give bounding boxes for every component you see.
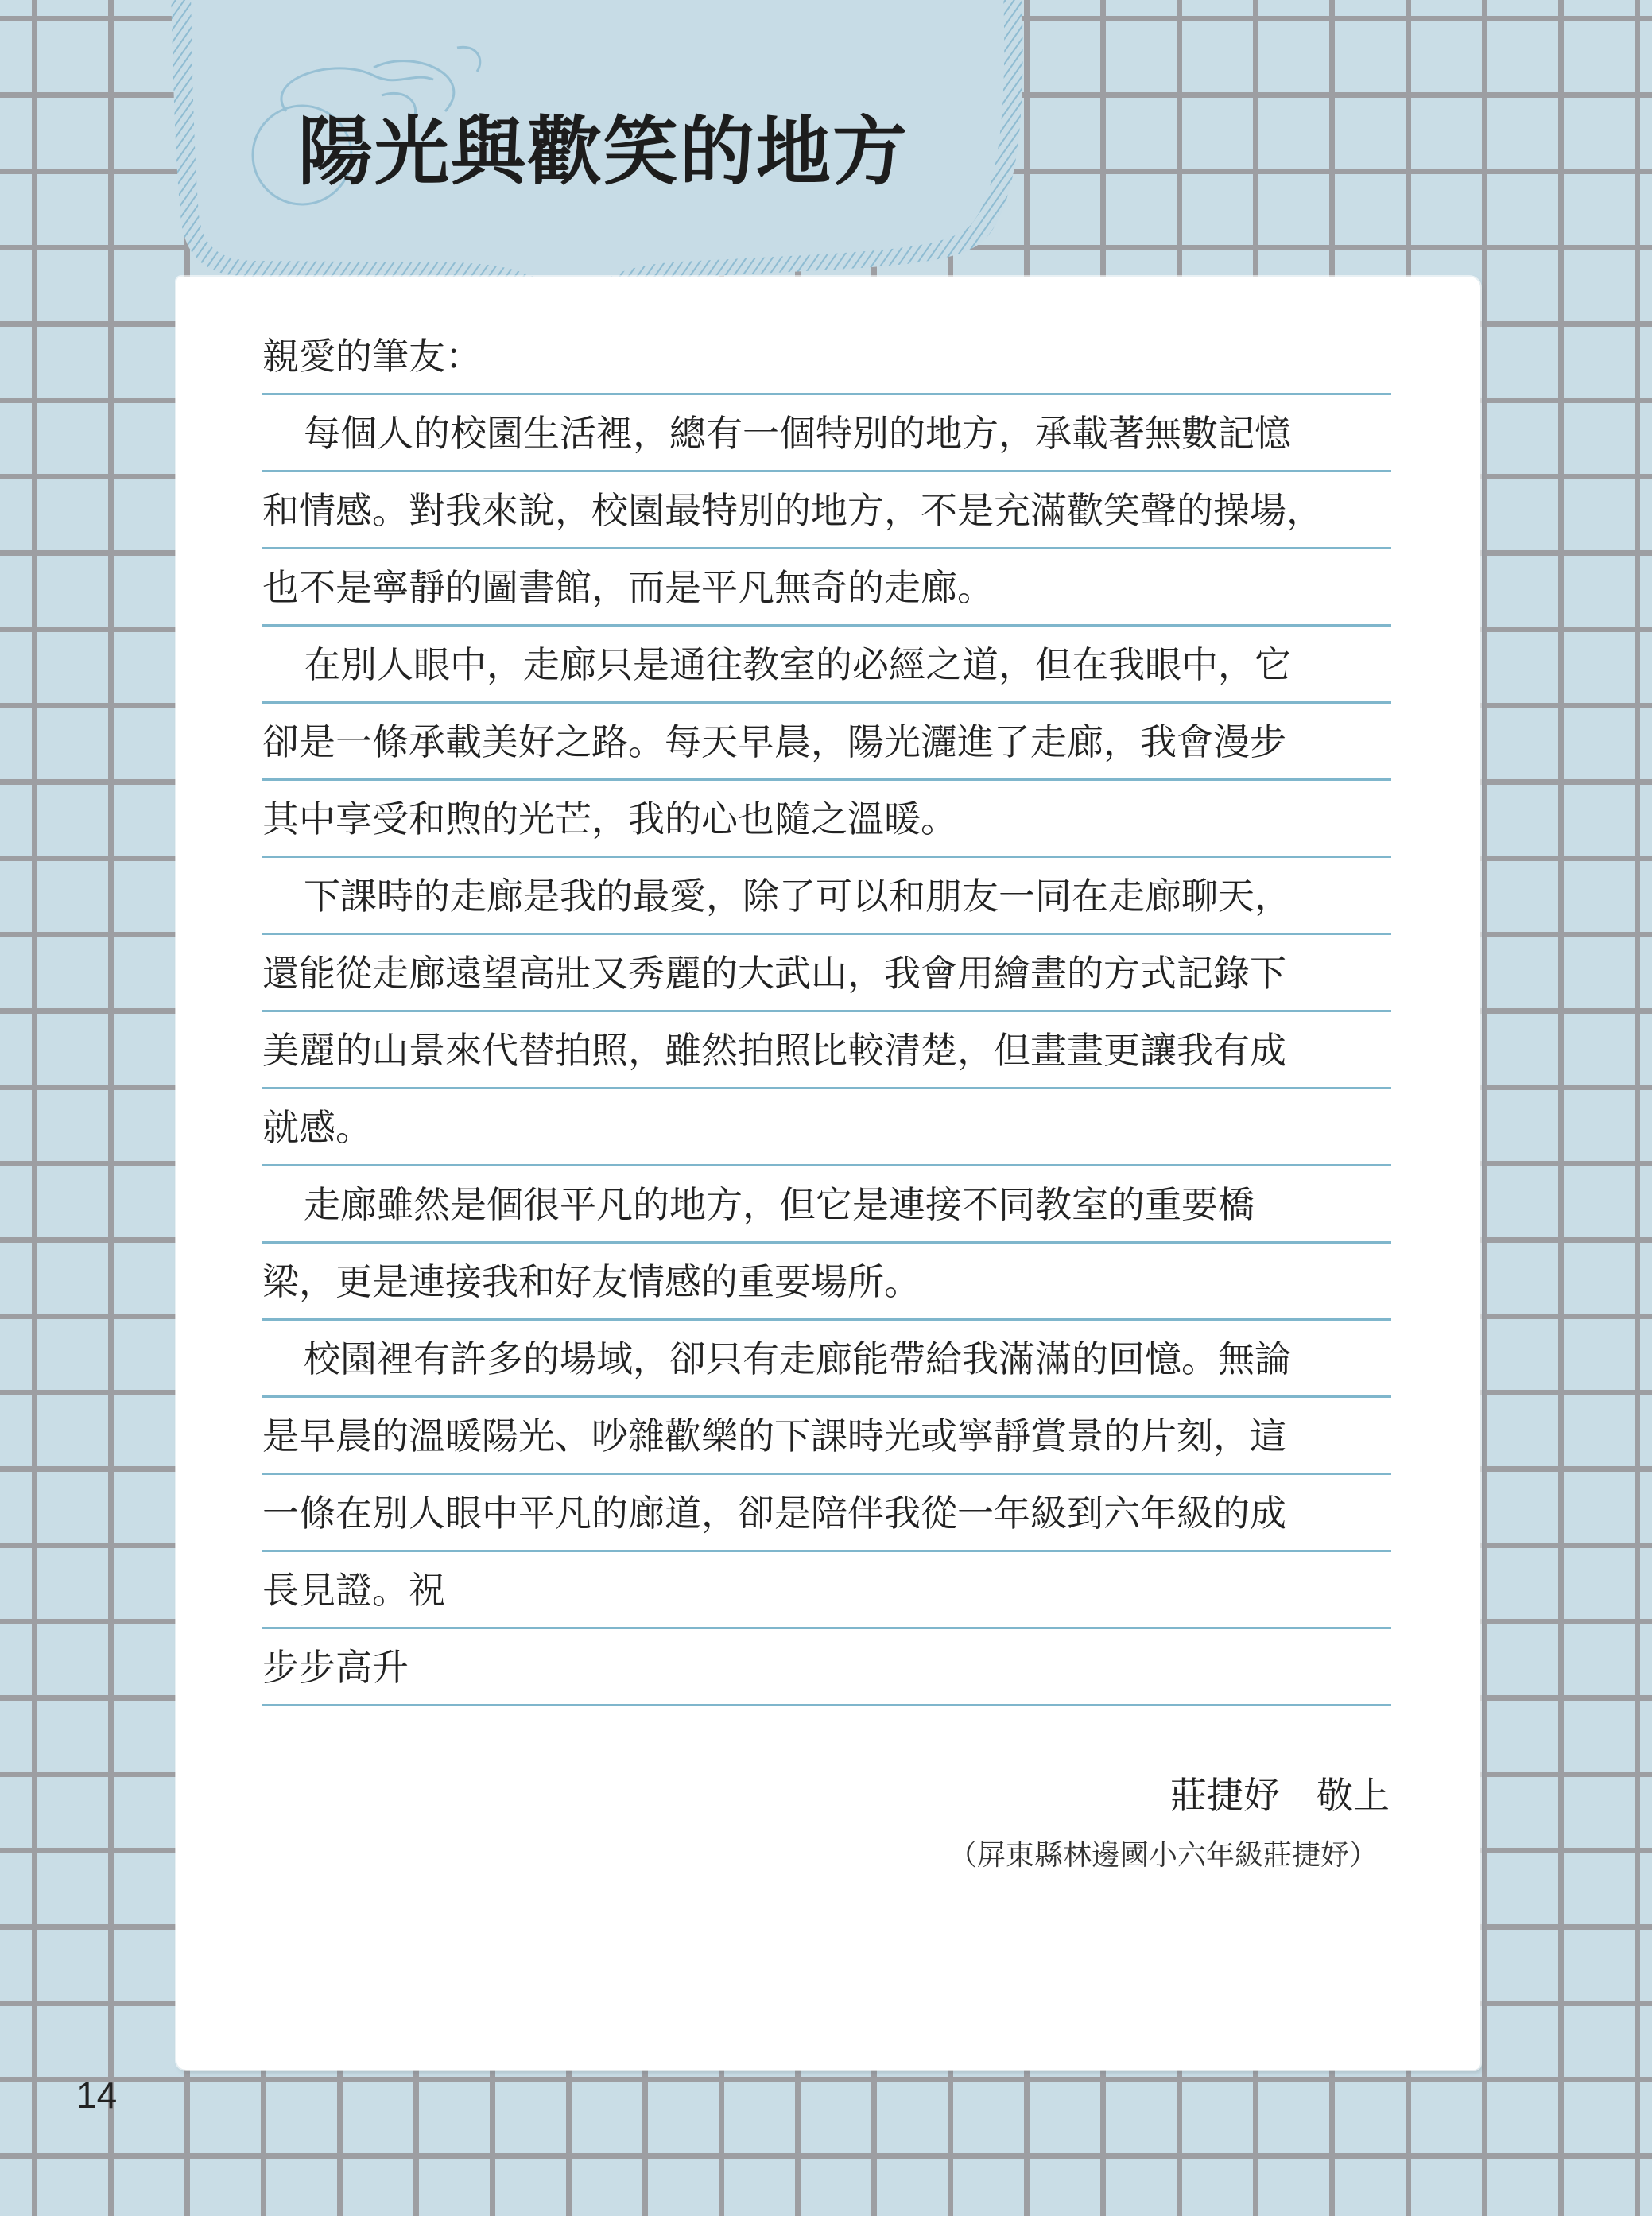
letter-line: 一條在別人眼中平凡的廊道，卻是陪伴我從一年級到六年級的成: [262, 1475, 1391, 1552]
letter-line: 梁，更是連接我和好友情感的重要場所。: [262, 1244, 1391, 1321]
letter-line: 就感。: [262, 1089, 1391, 1166]
letter-line: 長見證。祝: [262, 1552, 1391, 1629]
letter-body: [262, 318, 1391, 1706]
letter-line: 卻是一條承載美好之路。每天早晨，陽光灑進了走廊，我會漫步: [262, 704, 1391, 781]
letter-line: 校園裡有許多的場域，卻只有走廊能帶給我滿滿的回憶。無論: [262, 1321, 1391, 1398]
letter-line: 和情感。對我來說，校園最特別的地方，不是充滿歡笑聲的操場，: [262, 472, 1391, 549]
letter-signature: 莊捷妤 敬上: [1170, 1774, 1390, 1817]
letter-line: 也不是寧靜的圖書館，而是平凡無奇的走廊。: [262, 549, 1391, 627]
author-school-note: （屏東縣林邊國小六年級莊捷妤）: [948, 1839, 1378, 1872]
letter-line: 每個人的校園生活裡，總有一個特別的地方，承載著無數記憶: [262, 395, 1391, 472]
letter-line: 下課時的走廊是我的最愛，除了可以和朋友一同在走廊聊天，: [262, 858, 1391, 935]
page-title: 陽光與歡笑的地方: [298, 109, 909, 196]
letter-line: 走廊雖然是個很平凡的地方，但它是連接不同教室的重要橋: [262, 1166, 1391, 1244]
letter-line: 親愛的筆友：: [262, 318, 1391, 395]
letter-line: 在別人眼中，走廊只是通往教室的必經之道，但在我眼中，它: [262, 627, 1391, 704]
letter-line: 步步高升: [262, 1629, 1391, 1706]
page-number: 14: [76, 2074, 118, 2116]
letter-line: 是早晨的溫暖陽光、吵雜歡樂的下課時光或寧靜賞景的片刻，這: [262, 1398, 1391, 1475]
letter-line: 其中享受和煦的光芒，我的心也隨之溫暖。: [262, 781, 1391, 858]
letter-line: 美麗的山景來代替拍照，雖然拍照比較清楚，但畫畫更讓我有成: [262, 1012, 1391, 1089]
letter-line: 還能從走廊遠望高壯又秀麗的大武山，我會用繪畫的方式記錄下: [262, 935, 1391, 1012]
